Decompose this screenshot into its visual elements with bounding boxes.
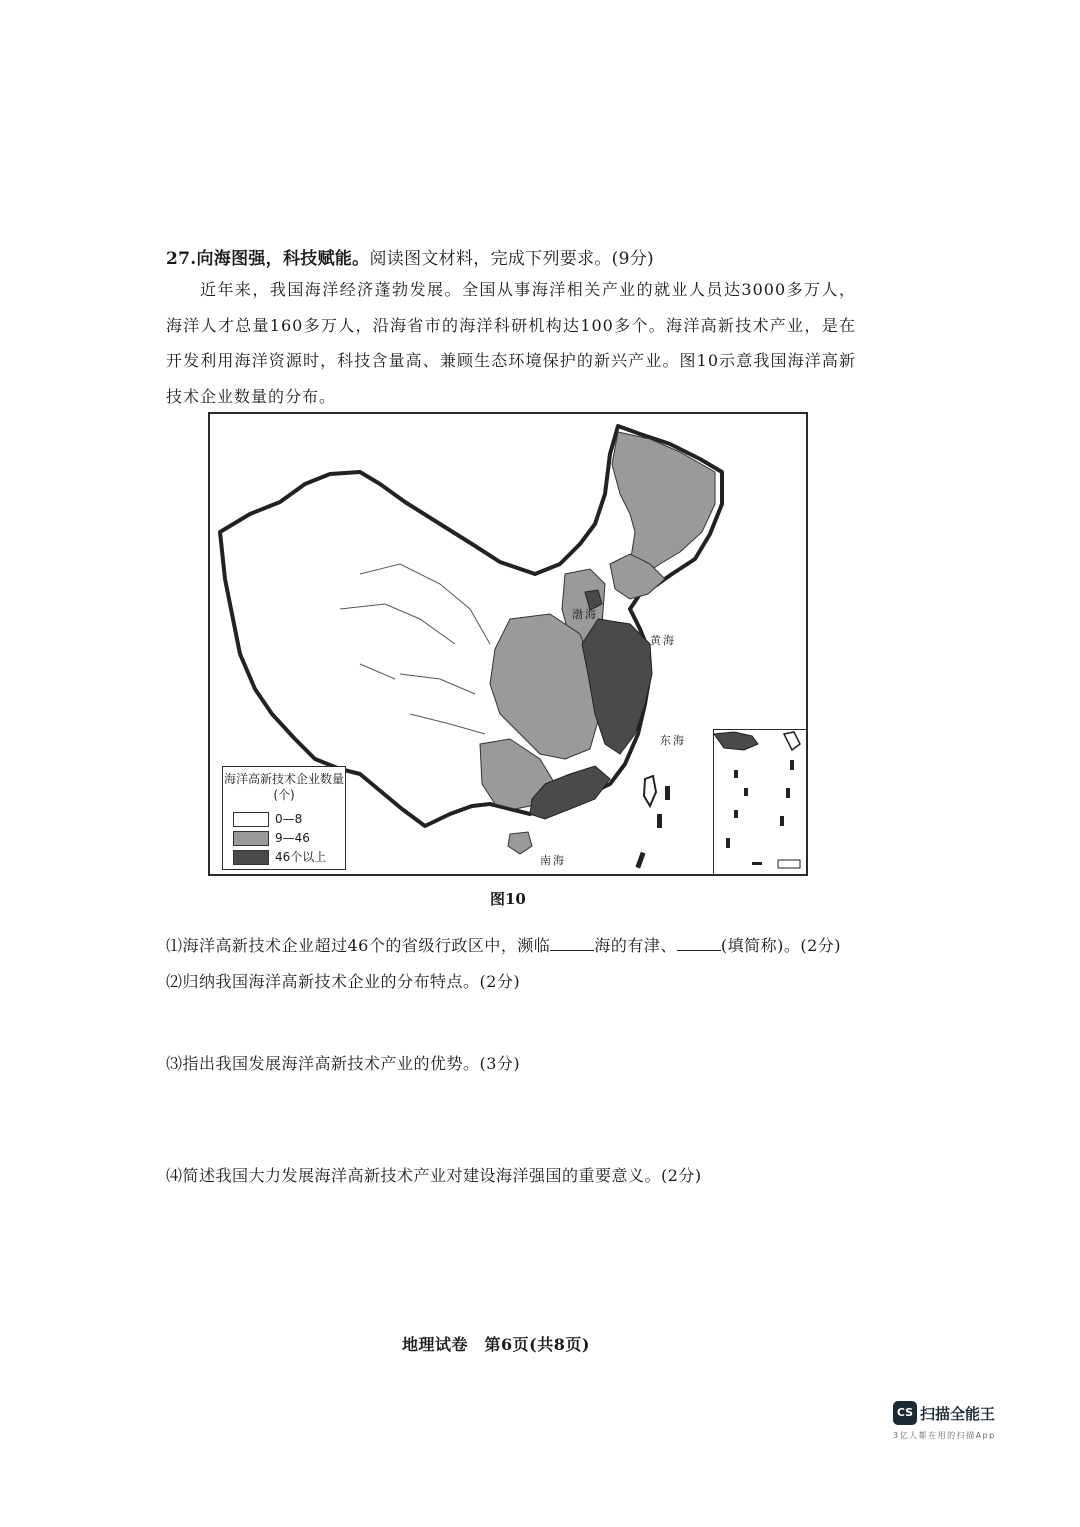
inset-map xyxy=(714,730,806,874)
map-figure xyxy=(208,412,808,876)
legend-swatch-mid xyxy=(233,831,269,846)
legend-item-high xyxy=(233,849,326,865)
question-title xyxy=(166,244,654,269)
subquestion-1-part-a: ⑴海洋高新技术企业超过46个的省级行政区中，濒临 xyxy=(166,936,551,955)
sea-label-huanghai: 黄海 xyxy=(650,634,676,647)
subquestion-3: ⑶指出我国发展海洋高新技术产业的优势。(3分) xyxy=(166,1054,521,1073)
figure-caption: 图10 xyxy=(490,890,526,908)
subquestion-1-part-b: 海的有津、 xyxy=(594,936,677,955)
legend-title: 海洋高新技术企业数量(个) xyxy=(223,772,344,802)
legend-label-high: 46个以上 xyxy=(275,850,327,864)
legend-item-mid xyxy=(233,830,310,846)
map-legend xyxy=(222,766,346,870)
watermark-brand: 扫描全能王 xyxy=(920,1404,996,1423)
answer-blank-1[interactable] xyxy=(550,936,594,951)
subquestion-4: ⑷简述我国大力发展海洋高新技术产业对建设海洋强国的重要意义。(2分) xyxy=(166,1166,702,1185)
region-taiwan xyxy=(644,776,656,806)
south-china-sea-inset xyxy=(713,729,806,874)
question-number-title: 27.向海图强，科技赋能。 xyxy=(166,249,370,269)
sea-label-donghai: 东海 xyxy=(660,734,686,747)
legend-swatch-high xyxy=(233,850,269,865)
legend-swatch-low xyxy=(233,812,269,827)
subquestion-2: ⑵归纳我国海洋高新技术企业的分布特点。(2分) xyxy=(166,972,521,991)
page-footer: 地理试卷 第6页(共8页) xyxy=(402,1335,590,1354)
sea-label-nanhai: 南海 xyxy=(540,854,566,867)
answer-blank-2[interactable] xyxy=(677,936,721,951)
legend-label-mid: 9—46 xyxy=(275,831,310,845)
sea-label-bohai: 渤海 xyxy=(572,608,598,621)
watermark-slogan: 3亿人都在用的扫描App xyxy=(893,1431,996,1440)
camscanner-logo-icon: CS xyxy=(893,1401,917,1425)
legend-item-low xyxy=(233,811,302,827)
subquestion-1-part-c: (填简称)。(2分) xyxy=(720,936,842,955)
region-hainan xyxy=(508,832,532,854)
material-paragraph: 近年来，我国海洋经济蓬勃发展。全国从事海洋相关产业的就业人员达3000多万人，海洋人才总量160多万人，沿海省市的海洋科研机构达100多个。海洋高新技术产业，是在开发利用海洋资源时，科技含量高、兼顾生态环境保护的新兴产业。图10示意我国海洋高新技术企业数量的分布。 xyxy=(166,280,856,406)
scanner-watermark xyxy=(893,1401,996,1441)
question-instruction: 阅读图文材料，完成下列要求。(9分) xyxy=(369,249,654,269)
legend-label-low: 0—8 xyxy=(275,812,303,826)
subquestion-1 xyxy=(166,933,841,956)
